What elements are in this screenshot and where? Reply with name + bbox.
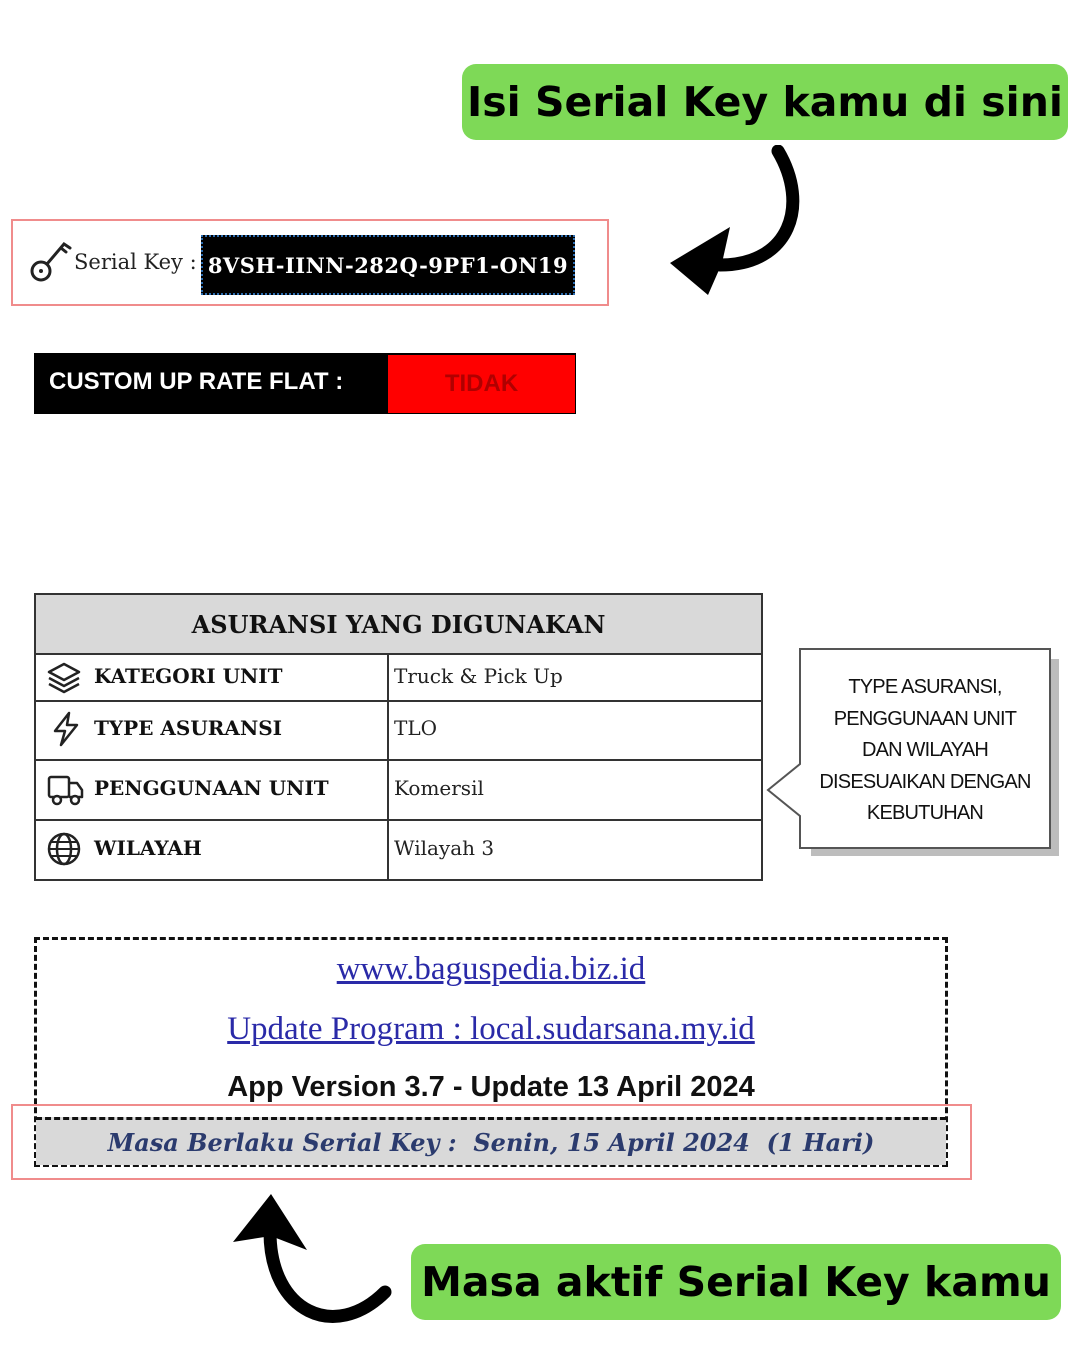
table-divider [36,700,761,702]
table-divider [36,819,761,821]
insurance-table-header: ASURANSI YANG DIGUNAKAN [36,595,761,653]
row-value-kategori-unit[interactable]: Truck & Pick Up [394,664,563,688]
bolt-icon [47,710,85,748]
curved-arrow-icon [660,145,810,305]
row-label-penggunaan-unit: PENGGUNAAN UNIT [94,776,329,800]
row-label-type-asuransi: TYPE ASURANSI [94,716,283,740]
update-program-link[interactable]: Update Program : local.sudarsana.my.id [227,1011,755,1047]
validity-highlight [11,1104,972,1180]
row-label-wilayah: WILAYAH [94,836,202,860]
note-line: PENGGUNAAN UNIT [833,707,1017,730]
table-divider [387,655,389,879]
layers-icon [45,658,83,696]
row-value-type-asuransi[interactable]: TLO [394,716,438,740]
note-line: KEBUTUHAN [866,802,984,824]
globe-icon [45,830,83,868]
curved-arrow-icon [225,1192,395,1327]
note-text [803,672,1047,830]
serial-key-label: Serial Key : [74,250,197,274]
table-divider [36,653,761,655]
custom-rate-label: CUSTOM UP RATE FLAT : [49,368,344,395]
note-line: DISESUAIKAN DENGAN [819,770,1031,793]
website-link[interactable]: www.baguspedia.biz.id [336,951,646,987]
custom-rate-select[interactable]: TIDAK [388,355,575,413]
row-value-wilayah[interactable]: Wilayah 3 [394,836,495,860]
note-line: TYPE ASURANSI, [848,676,1002,698]
truck-icon [46,770,84,808]
row-label-kategori-unit: KATEGORI UNIT [94,664,283,688]
serial-validity-text: Masa Berlaku Serial Key : Senin, 15 April 2024 (1 Hari) [36,1117,946,1165]
table-divider [36,759,761,761]
note-line: DAN WILAYAH [861,739,989,761]
serial-validity-hint-callout: Masa aktif Serial Key kamu [411,1244,1061,1320]
serial-key-input[interactable]: 8VSH-IINN-282Q-9PF1-ON19 [201,235,575,295]
serial-key-hint-callout: Isi Serial Key kamu di sini [462,64,1068,140]
app-version-text: App Version 3.7 - Update 13 April 2024 [227,1071,755,1103]
row-value-penggunaan-unit[interactable]: Komersil [394,776,484,800]
key-icon [28,238,74,284]
